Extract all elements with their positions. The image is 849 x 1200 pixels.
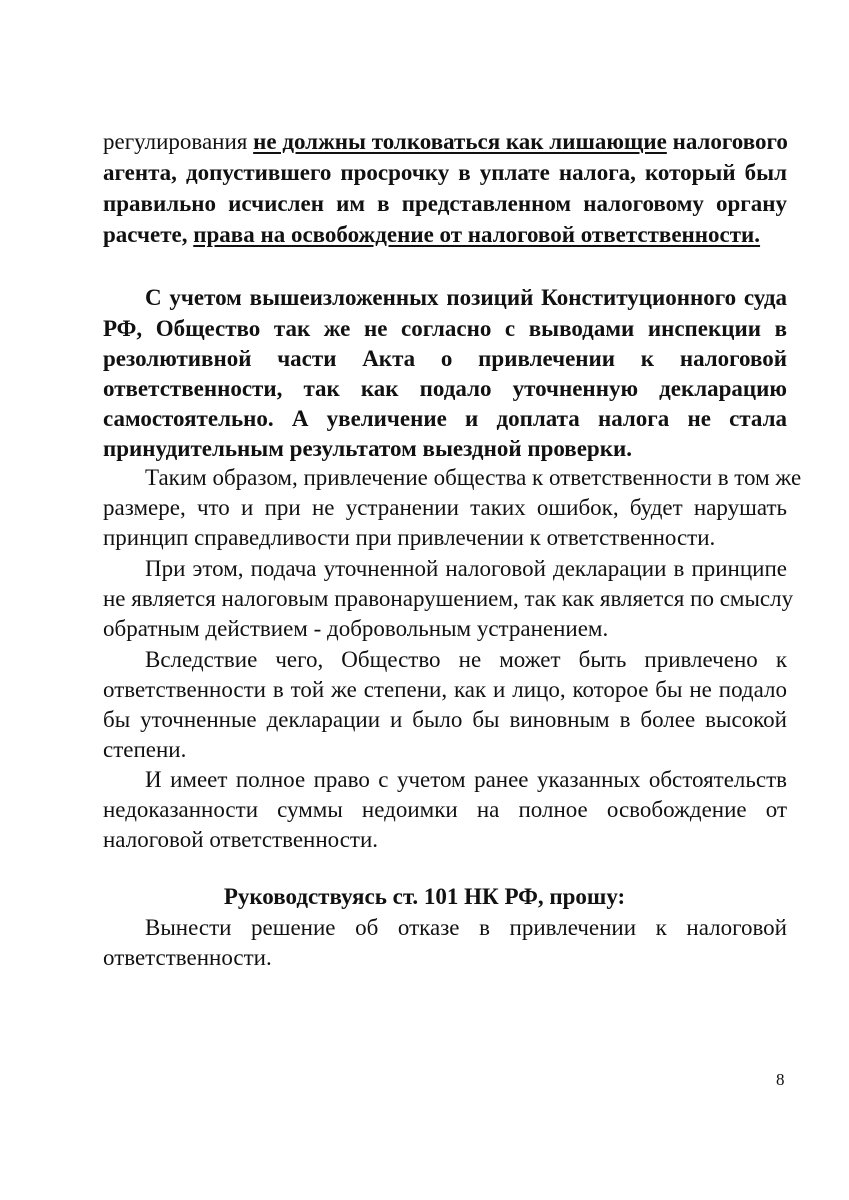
paragraph-4-line-1: При этом, подача уточненной налоговой декларации в принципе xyxy=(145,556,787,581)
paragraph-2-line-4: ответственности, так как подало уточненную декларацию xyxy=(103,376,787,401)
paragraph-5-line-4: степени. xyxy=(103,737,187,762)
paragraph-2-line-6: принудительным результатом выездной проверки. xyxy=(103,436,632,461)
text-span: регулирования xyxy=(103,129,254,154)
paragraph-6-line-3: налоговой ответственности. xyxy=(103,827,379,852)
page-number: 8 xyxy=(776,1070,785,1089)
paragraph-5-line-1: Вследствие чего, Общество не может быть привлечено к xyxy=(145,647,787,672)
paragraph-4-line-2: не является налоговым правонарушением, так как является по смыслу xyxy=(103,586,794,611)
paragraph-5-line-2: ответственности в той же степени, как и лицо, которое бы не подало xyxy=(103,677,787,702)
paragraph-1-line-4 xyxy=(103,220,787,250)
bold-span: расчете, xyxy=(103,222,194,247)
paragraph-7-line-2: ответственности. xyxy=(103,945,272,970)
paragraph-1-line-3: правильно исчислен им в представленном налоговому органу xyxy=(103,191,787,216)
paragraph-6-line-1: И имеет полное право с учетом ранее указанных обстоятельств xyxy=(145,767,787,792)
paragraph-2-line-5: самостоятельно. А увеличение и доплата налога не стала xyxy=(103,406,787,431)
paragraph-3-line-2: размере, что и при не устранении таких ошибок, будет нарушать xyxy=(103,495,787,520)
paragraph-2-line-1: С учетом вышеизложенных позиций Конституционного суда xyxy=(145,285,787,310)
paragraph-1-line-2: агента, допустившего просрочку в уплате налога, который был xyxy=(103,160,787,185)
paragraph-3-line-1: Таким образом, привлечение общества к ответственности в том же xyxy=(145,465,802,490)
paragraph-2-line-3: резолютивной части Акта о привлечении к налоговой xyxy=(103,346,787,371)
paragraph-6-line-2: недоказанности суммы недоимки на полное освобождение от xyxy=(103,797,787,822)
underlined-bold-span: не должны толковаться как лишающие xyxy=(253,129,667,154)
paragraph-5-line-3: бы уточненные декларации и было бы виновным в более высокой xyxy=(103,707,787,732)
paragraph-3-line-3: принцип справедливости при привлечении к ответственности. xyxy=(103,525,716,550)
paragraph-2-line-2: РФ, Общество так же не согласно с выводами инспекции в xyxy=(103,316,787,341)
paragraph-4-line-3: обратным действием - добровольным устранением. xyxy=(103,616,609,641)
bold-span: налогового xyxy=(666,129,788,154)
paragraph-7-line-1: Вынести решение об отказе в привлечении к налоговой xyxy=(145,915,787,940)
underlined-bold-span: права на освобождение от налоговой ответственности. xyxy=(193,222,761,247)
request-heading: Руководствуясь ст. 101 НК РФ, прошу: xyxy=(223,884,626,909)
paragraph-1-line-1 xyxy=(103,127,787,157)
